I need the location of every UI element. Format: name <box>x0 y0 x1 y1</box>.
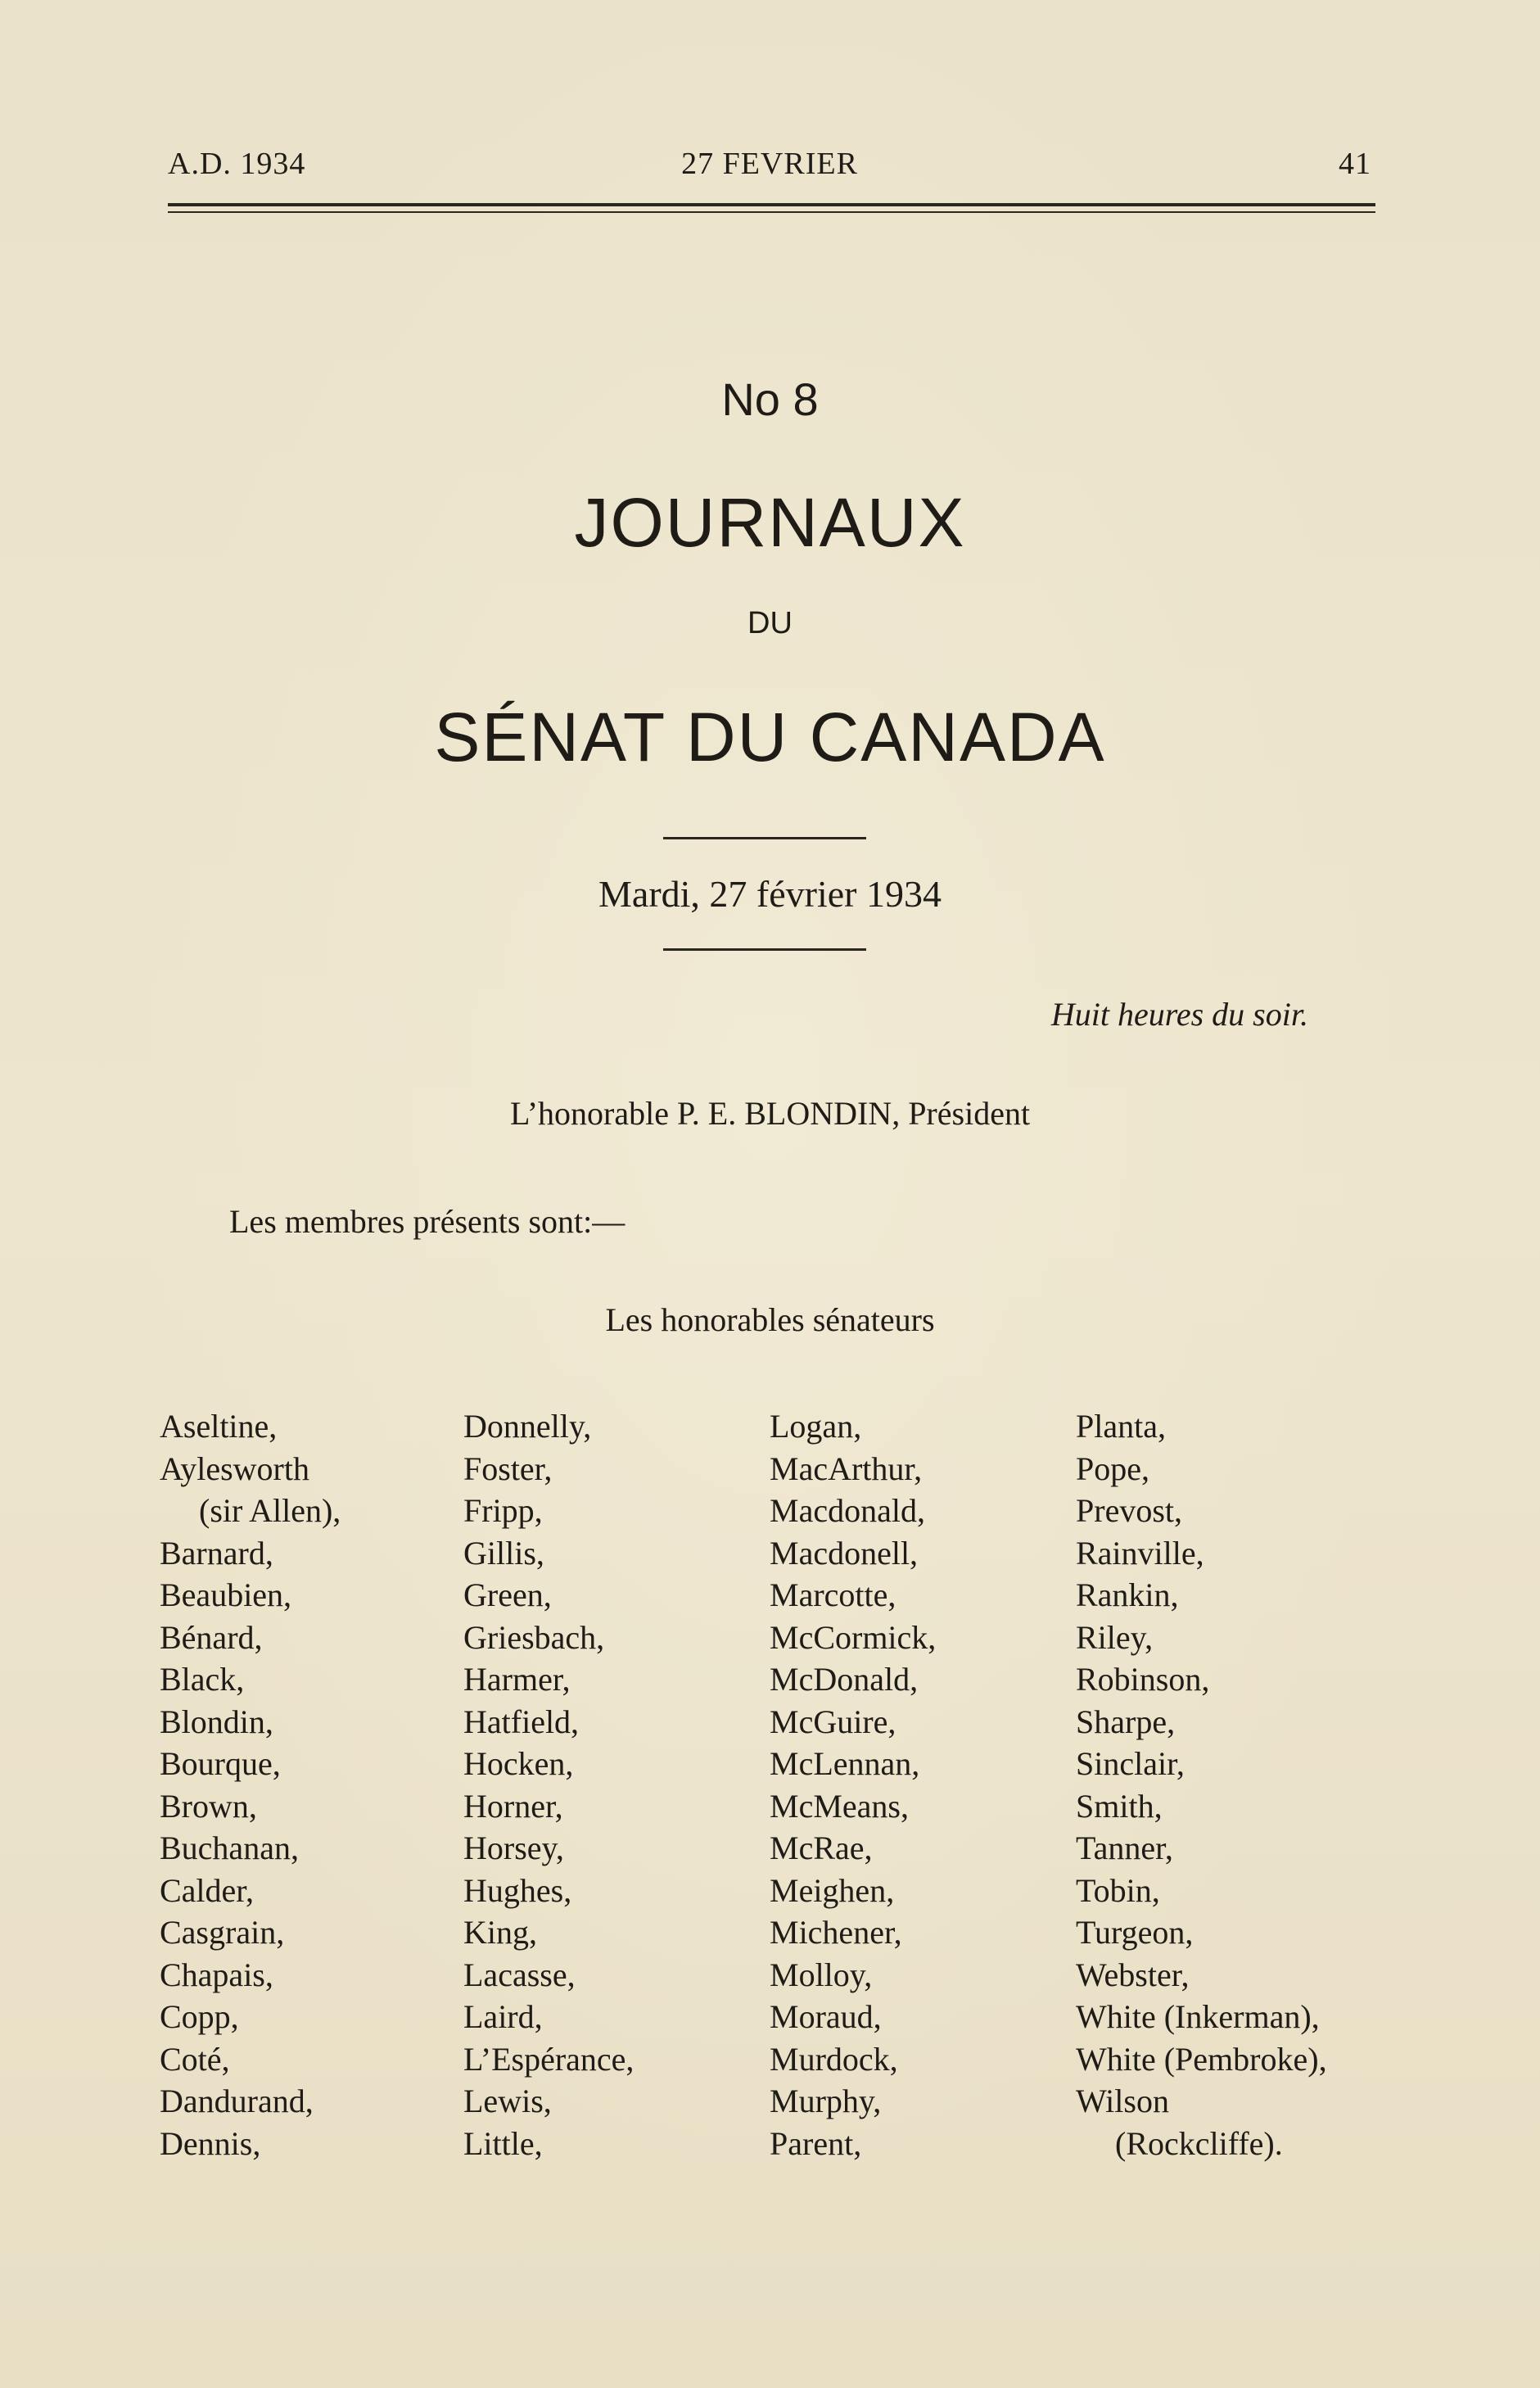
sitting-date: Mardi, 27 février 1934 <box>598 873 942 915</box>
senator-name: Murdock, <box>770 2040 898 2078</box>
page-number: 41 <box>1339 147 1371 181</box>
senator-name: Lewis, <box>463 2083 552 2119</box>
senator-name: Macdonell, <box>770 1534 919 1572</box>
senators-column-4 <box>1076 1405 1327 2164</box>
senator-name: Bénard, <box>160 1618 263 1656</box>
senator-name: Rainville, <box>1076 1534 1204 1572</box>
senator-name: Blondin, <box>160 1703 273 1740</box>
senator-name: McGuire, <box>770 1703 896 1740</box>
senator-name: Smith, <box>1076 1787 1163 1825</box>
senator-name: McRae, <box>770 1829 873 1866</box>
header-year: A.D. 1934 <box>168 147 306 181</box>
senator-name: Logan, <box>770 1408 862 1445</box>
senator-name: McCormick, <box>770 1618 937 1656</box>
senator-name: Donnelly, <box>463 1408 592 1445</box>
senator-name: Tobin, <box>1076 1871 1160 1909</box>
senator-name: Sinclair, <box>1076 1745 1185 1782</box>
senator-name: Griesbach, <box>463 1618 605 1656</box>
senator-name: Riley, <box>1076 1618 1154 1656</box>
senator-name: Buchanan, <box>160 1829 299 1866</box>
senator-name: Calder, <box>160 1871 255 1909</box>
title-journaux: JOURNAUX <box>574 484 966 561</box>
senator-name: White (Inkerman), <box>1076 1998 1320 2035</box>
senator-name: Planta, <box>1076 1408 1166 1445</box>
senator-name: Tanner, <box>1076 1829 1173 1866</box>
senator-name: Wilson <box>1076 2083 1169 2119</box>
senator-name: Laird, <box>463 1998 543 2035</box>
president-line: L’honorable P. E. BLONDIN, Président <box>509 1095 1031 1132</box>
senator-name: Casgrain, <box>160 1914 285 1951</box>
senator-name: Prevost, <box>1076 1492 1182 1529</box>
senator-name: Green, <box>463 1576 552 1613</box>
sitting-time: Huit heures du soir. <box>1050 996 1308 1033</box>
senator-name: Bourque, <box>160 1745 281 1782</box>
senator-name: Hatfield, <box>463 1703 580 1740</box>
senator-name: McMeans, <box>770 1787 909 1825</box>
senator-name: MacArthur, <box>770 1450 923 1487</box>
senators-heading: Les honorables sénateurs <box>605 1301 935 1338</box>
senator-name: Molloy, <box>770 1956 873 1993</box>
header-rule-thin <box>168 211 1375 213</box>
journal-number: No 8 <box>721 373 819 425</box>
senator-name: Black, <box>160 1661 245 1698</box>
senators-column-3 <box>770 1405 936 2164</box>
senator-name: Chapais, <box>160 1956 273 1993</box>
senators-column-2 <box>463 1405 634 2164</box>
senator-name: Marcotte, <box>770 1576 896 1613</box>
senator-name: Brown, <box>160 1787 257 1825</box>
senator-name: Horner, <box>463 1787 563 1825</box>
senator-name: Aylesworth <box>160 1450 309 1487</box>
senator-name: Harmer, <box>463 1661 571 1698</box>
senator-name: Murphy, <box>770 2083 882 2119</box>
senator-name: (sir Allen), <box>199 1492 341 1529</box>
senator-name: Webster, <box>1076 1956 1190 1993</box>
senator-name: Foster, <box>463 1450 553 1487</box>
title-senat: SÉNAT DU CANADA <box>434 699 1106 776</box>
senator-name: Beaubien, <box>160 1576 292 1613</box>
senator-name: White (Pembroke), <box>1076 2040 1327 2078</box>
senator-name: Coté, <box>160 2040 230 2078</box>
senator-name: Parent, <box>770 2124 862 2162</box>
senator-name: (Rockcliffe). <box>1115 2124 1283 2162</box>
senator-name: Hocken, <box>463 1745 574 1782</box>
senator-name: Rankin, <box>1076 1576 1179 1613</box>
senator-name: Little, <box>463 2124 543 2162</box>
senator-name: Dandurand, <box>160 2083 314 2119</box>
header-rule-thick <box>168 203 1375 206</box>
senator-name: Michener, <box>770 1914 902 1951</box>
senator-name: Gillis, <box>463 1534 544 1572</box>
senator-name: Pope, <box>1076 1450 1149 1487</box>
senator-name: Meighen, <box>770 1871 895 1909</box>
members-intro: Les membres présents sont:— <box>229 1203 625 1240</box>
senator-name: Barnard, <box>160 1534 273 1572</box>
senator-name: Fripp, <box>463 1492 543 1529</box>
divider-rule-top <box>663 837 866 839</box>
divider-rule-bottom <box>663 948 866 951</box>
senator-name: Horsey, <box>463 1829 564 1866</box>
senator-name: McDonald, <box>770 1661 919 1698</box>
page-header <box>168 146 1371 187</box>
senator-name: Robinson, <box>1076 1661 1210 1698</box>
senator-name: Copp, <box>160 1998 239 2035</box>
senator-name: King, <box>463 1914 537 1951</box>
header-date: 27 FEVRIER <box>681 147 858 181</box>
senator-name: Hughes, <box>463 1871 572 1909</box>
senator-name: Dennis, <box>160 2124 261 2162</box>
title-du: DU <box>747 606 793 640</box>
senator-name: Aseltine, <box>160 1408 278 1445</box>
senator-name: Lacasse, <box>463 1956 576 1993</box>
senators-column-1 <box>160 1405 341 2164</box>
senator-name: Sharpe, <box>1076 1703 1176 1740</box>
senator-name: McLennan, <box>770 1745 920 1782</box>
senator-name: Moraud, <box>770 1998 882 2035</box>
senator-name: L’Espérance, <box>463 2040 635 2078</box>
senator-name: Macdonald, <box>770 1492 925 1529</box>
senator-name: Turgeon, <box>1076 1914 1194 1951</box>
